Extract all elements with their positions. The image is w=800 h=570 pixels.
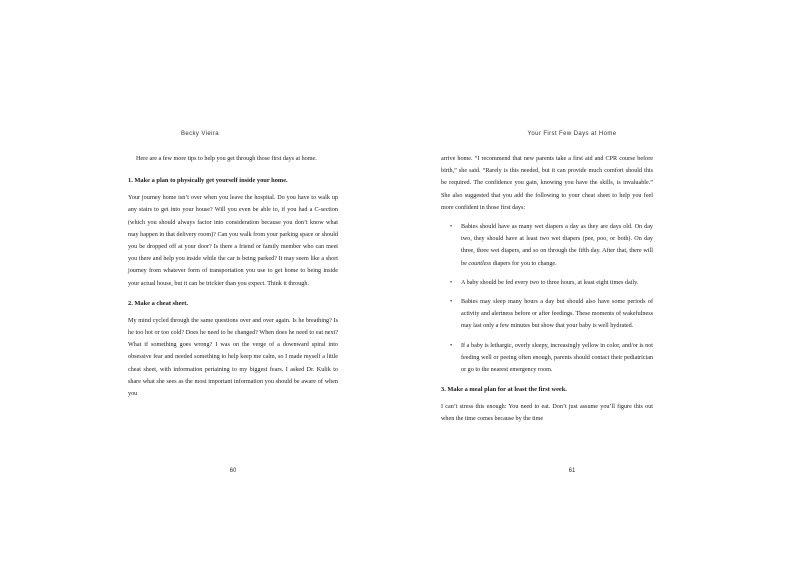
bullet-icon: • (450, 279, 453, 286)
left-text-block (128, 153, 338, 400)
bullet-icon: • (450, 224, 453, 231)
list-item-emphasis: countless (468, 260, 492, 267)
left-page-number: 60 (229, 468, 237, 474)
list-item (441, 277, 653, 289)
right-text-block (441, 153, 653, 426)
bullet-icon: • (450, 342, 453, 349)
list-item (441, 221, 653, 270)
list-item-text: A baby should be fed every two to three hours, at least eight times daily. (461, 279, 639, 286)
list-item-text: Babies should have as many wet diapers a day as they are days old. On day two, they should have at least two wet diapers (pee, poo, or both). On day three, three wet diapers, and so on through the fifth day. After that, there will be (461, 224, 653, 267)
list-item (441, 340, 653, 377)
section-heading-1: 1. Make a plan to physically get yourself inside your home. (128, 177, 288, 185)
continued-paragraph: arrive home. “I recommend that new parents take a first aid and CPR course before birth,” she said. “Rarely is this needed, but it can provide much comfort should this be required. The confidence you gain, knowing you have the skills, is invaluable.” She also suggested that you add the following to your cheat sheet to help you feel more confident in those first days: (441, 156, 653, 211)
list-item-text: If a baby is lethargic, overly sleepy, increasingly yellow in color, and/or is not feeding well or peeing often enough, parents should contact their pediatrician or go to the nearest emergency room. (461, 342, 653, 374)
bullet-icon: • (450, 299, 453, 306)
right-page-number: 61 (568, 468, 576, 474)
right-page (400, 0, 800, 570)
section-body-3: I can’t stress this enough: You need to eat. Don’t just assume you’ll figure this out when the time comes because by the time (441, 404, 653, 423)
left-running-head: Becky Vieira (180, 131, 220, 137)
list-item-text-end: diapers for you to change. (491, 260, 557, 267)
section-heading-2: 2. Make a cheat sheet. (128, 299, 188, 307)
section-heading-3: 3. Make a meal plan for at least the first week. (441, 386, 567, 394)
list-item-text: Babies may sleep many hours a day but should also have some periods of activity and alertness before or after feedings. These moments of wakefulness may last only a few minutes but show that your baby is well hydrated. (461, 299, 653, 330)
cheat-sheet-list (441, 221, 653, 376)
intro-paragraph: Here are a few more tips to help you get through those first days at home. (136, 156, 317, 162)
section-body-2: My mind cycled through the same questions over and over again. Is he breathing? Is he too hot or too cold? Does he need to be changed? When does he need to eat next? What if something goes wrong? I was on the verge of a downward spiral into obsessive fear and needed something to help keep me calm, so I made myself a little cheat sheet, with information pertaining to my biggest fears. I asked Dr. Kulik to share what she sees as the most important information you should be aware of when you (128, 317, 338, 398)
section-body-1: Your journey home isn’t over when you leave the hospital. Do you have to walk up any stairs to get into your house? Will you even be able to, if you had a C-section (which you should always factor into consideration because you don’t know what may happen in that delivery room)? Can you walk from your parking space or should you be dropped off at your door? Is there a friend or family member who can meet you there and help you inside while the car is being parked? It may seem like a short journey from whatever form of transportation you use to get home to being inside your actual house, but it can be trickier than you expect. Think it through. (128, 195, 338, 287)
list-item (441, 296, 653, 333)
right-running-head: Your First Few Days at Home (527, 131, 617, 137)
